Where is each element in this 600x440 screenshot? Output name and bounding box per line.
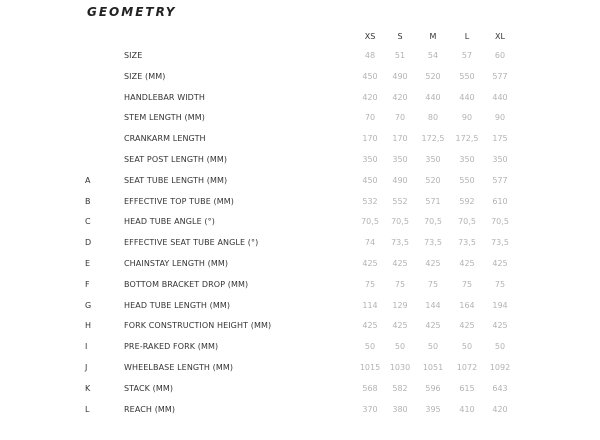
- row-label: SIZE (MM): [124, 71, 166, 81]
- cell-value-l: 350: [459, 155, 475, 164]
- row-letter: F: [85, 279, 90, 289]
- cell-value-xs: 370: [362, 404, 378, 414]
- row-label: HANDLEBAR WIDTH: [124, 92, 206, 102]
- cell-value-s: 70,5: [391, 217, 409, 227]
- row-label: CRANKARM LENGTH: [124, 134, 206, 144]
- cell-value-l: 90: [461, 113, 473, 123]
- row-letter: J: [85, 363, 88, 372]
- cell-value-s: 1030: [389, 363, 411, 372]
- cell-value-s: 552: [392, 196, 408, 206]
- table-row: [0, 278, 600, 292]
- table-row: [0, 319, 600, 333]
- cell-value-xl: 643: [492, 383, 508, 393]
- cell-value-xl: 440: [492, 92, 508, 102]
- cell-value-xl: 577: [492, 175, 508, 185]
- cell-value-xl: 610: [492, 196, 508, 206]
- cell-value-m: 50: [427, 342, 439, 352]
- cell-value-xl: 194: [492, 300, 508, 310]
- size-header-xs: XS: [364, 32, 376, 41]
- row-letter: D: [85, 238, 92, 248]
- cell-value-xl: 1092: [489, 363, 511, 372]
- cell-value-m: 596: [425, 383, 441, 393]
- cell-value-xl: 50: [494, 342, 506, 352]
- row-label: EFFECTIVE SEAT TUBE ANGLE (°): [124, 238, 259, 248]
- cell-value-xs: 425: [362, 259, 378, 268]
- row-label: CHAINSTAY LENGTH (MM): [124, 259, 229, 268]
- cell-value-xs: 114: [362, 300, 378, 310]
- cell-value-xs: 568: [362, 383, 378, 393]
- cell-value-l: 73,5: [458, 238, 476, 248]
- row-label: PRE-RAKED FORK (MM): [124, 342, 219, 352]
- cell-value-m: 54: [427, 51, 439, 60]
- table-row: [0, 91, 600, 105]
- cell-value-xs: 70: [364, 113, 376, 123]
- table-row: [0, 70, 600, 84]
- cell-value-s: 490: [392, 175, 408, 185]
- cell-value-xl: 90: [494, 113, 506, 123]
- row-letter: L: [85, 404, 90, 414]
- cell-value-xl: 70,5: [491, 217, 509, 227]
- cell-value-m: 350: [425, 155, 441, 164]
- cell-value-xs: 75: [364, 279, 376, 289]
- cell-value-s: 73,5: [391, 238, 409, 248]
- row-label: FORK CONSTRUCTION HEIGHT (MM): [124, 321, 272, 331]
- cell-value-xs: 450: [362, 71, 378, 81]
- cell-value-m: 73,5: [424, 238, 442, 248]
- cell-value-l: 615: [459, 383, 475, 393]
- table-row: [0, 236, 600, 250]
- table-row: [0, 361, 600, 375]
- size-header-m: M: [429, 32, 437, 41]
- row-letter: K: [85, 383, 91, 393]
- cell-value-m: 395: [425, 404, 441, 414]
- table-row: [0, 49, 600, 63]
- cell-value-l: 410: [459, 404, 475, 414]
- row-label: HEAD TUBE ANGLE (°): [124, 217, 215, 227]
- cell-value-xs: 70,5: [361, 217, 379, 227]
- row-label: EFFECTIVE TOP TUBE (MM): [124, 196, 234, 206]
- cell-value-l: 164: [459, 300, 475, 310]
- row-label: SEAT TUBE LENGTH (MM): [124, 175, 228, 185]
- cell-value-l: 425: [459, 321, 475, 331]
- cell-value-xl: 425: [492, 321, 508, 331]
- cell-value-m: 440: [425, 92, 441, 102]
- cell-value-s: 582: [392, 383, 408, 393]
- cell-value-s: 70: [394, 113, 406, 123]
- cell-value-m: 425: [425, 321, 441, 331]
- cell-value-l: 1072: [456, 363, 478, 372]
- table-row: [0, 215, 600, 229]
- cell-value-m: 144: [425, 300, 441, 310]
- table-row: [0, 403, 600, 417]
- cell-value-l: 425: [459, 259, 475, 268]
- cell-value-s: 425: [392, 321, 408, 331]
- cell-value-s: 51: [394, 51, 406, 60]
- row-letter: H: [85, 321, 92, 331]
- cell-value-xs: 50: [364, 342, 376, 352]
- table-row: [0, 174, 600, 188]
- row-label: REACH (MM): [124, 404, 176, 414]
- table-row: [0, 132, 600, 146]
- row-letter: C: [85, 217, 91, 227]
- cell-value-xs: 450: [362, 175, 378, 185]
- table-row: [0, 111, 600, 125]
- cell-value-l: 70,5: [458, 217, 476, 227]
- row-letter: G: [85, 300, 92, 310]
- cell-value-m: 70,5: [424, 217, 442, 227]
- table-row: [0, 340, 600, 354]
- cell-value-m: 75: [427, 279, 439, 289]
- cell-value-l: 50: [461, 342, 473, 352]
- cell-value-s: 425: [392, 259, 408, 268]
- cell-value-xl: 425: [492, 259, 508, 268]
- table-row: [0, 382, 600, 396]
- row-label: BOTTOM BRACKET DROP (MM): [124, 279, 249, 289]
- cell-value-s: 490: [392, 71, 408, 81]
- cell-value-s: 50: [394, 342, 406, 352]
- cell-value-m: 172,5: [421, 134, 445, 144]
- cell-value-m: 80: [427, 113, 439, 123]
- cell-value-xs: 1015: [359, 363, 381, 372]
- cell-value-l: 440: [459, 92, 475, 102]
- cell-value-xl: 420: [492, 404, 508, 414]
- cell-value-s: 129: [392, 300, 408, 310]
- table-row: [0, 153, 600, 167]
- cell-value-xs: 74: [364, 238, 376, 248]
- cell-value-s: 380: [392, 404, 408, 414]
- row-letter: E: [85, 259, 91, 268]
- cell-value-m: 520: [425, 175, 441, 185]
- row-letter: B: [85, 196, 91, 206]
- cell-value-xs: 420: [362, 92, 378, 102]
- row-letter: A: [85, 175, 91, 185]
- cell-value-m: 520: [425, 71, 441, 81]
- cell-value-m: 571: [425, 196, 441, 206]
- cell-value-l: 592: [459, 196, 475, 206]
- table-row: [0, 195, 600, 209]
- cell-value-xs: 532: [362, 196, 378, 206]
- cell-value-xs: 350: [362, 155, 378, 164]
- cell-value-s: 350: [392, 155, 408, 164]
- cell-value-l: 550: [459, 175, 475, 185]
- cell-value-l: 550: [459, 71, 475, 81]
- cell-value-xl: 577: [492, 71, 508, 81]
- cell-value-m: 425: [425, 259, 441, 268]
- cell-value-xs: 48: [364, 51, 376, 60]
- size-header-s: S: [397, 32, 403, 41]
- cell-value-xl: 175: [492, 134, 508, 144]
- row-label: STACK (MM): [124, 383, 174, 393]
- table-row: [0, 299, 600, 313]
- cell-value-l: 75: [461, 279, 473, 289]
- row-label: HEAD TUBE LENGTH (MM): [124, 300, 231, 310]
- cell-value-s: 75: [394, 279, 406, 289]
- size-header-l: L: [464, 32, 470, 41]
- cell-value-xl: 75: [494, 279, 506, 289]
- cell-value-xs: 170: [362, 134, 378, 144]
- row-letter: I: [85, 342, 88, 352]
- size-header-xl: XL: [495, 32, 505, 41]
- cell-value-xl: 73,5: [491, 238, 509, 248]
- row-label: WHEELBASE LENGTH (MM): [124, 363, 234, 372]
- cell-value-l: 57: [461, 51, 473, 60]
- cell-value-l: 172,5: [455, 134, 479, 144]
- cell-value-s: 170: [392, 134, 408, 144]
- size-header-row: [0, 30, 600, 44]
- page-title: GEOMETRY: [87, 5, 177, 19]
- cell-value-xs: 425: [362, 321, 378, 331]
- row-label: SEAT POST LENGTH (MM): [124, 155, 228, 164]
- cell-value-s: 420: [392, 92, 408, 102]
- cell-value-xl: 350: [492, 155, 508, 164]
- cell-value-m: 1051: [422, 363, 444, 372]
- row-label: STEM LENGTH (MM): [124, 113, 205, 123]
- cell-value-xl: 60: [494, 51, 506, 60]
- table-row: [0, 257, 600, 271]
- row-label: SIZE: [124, 51, 143, 60]
